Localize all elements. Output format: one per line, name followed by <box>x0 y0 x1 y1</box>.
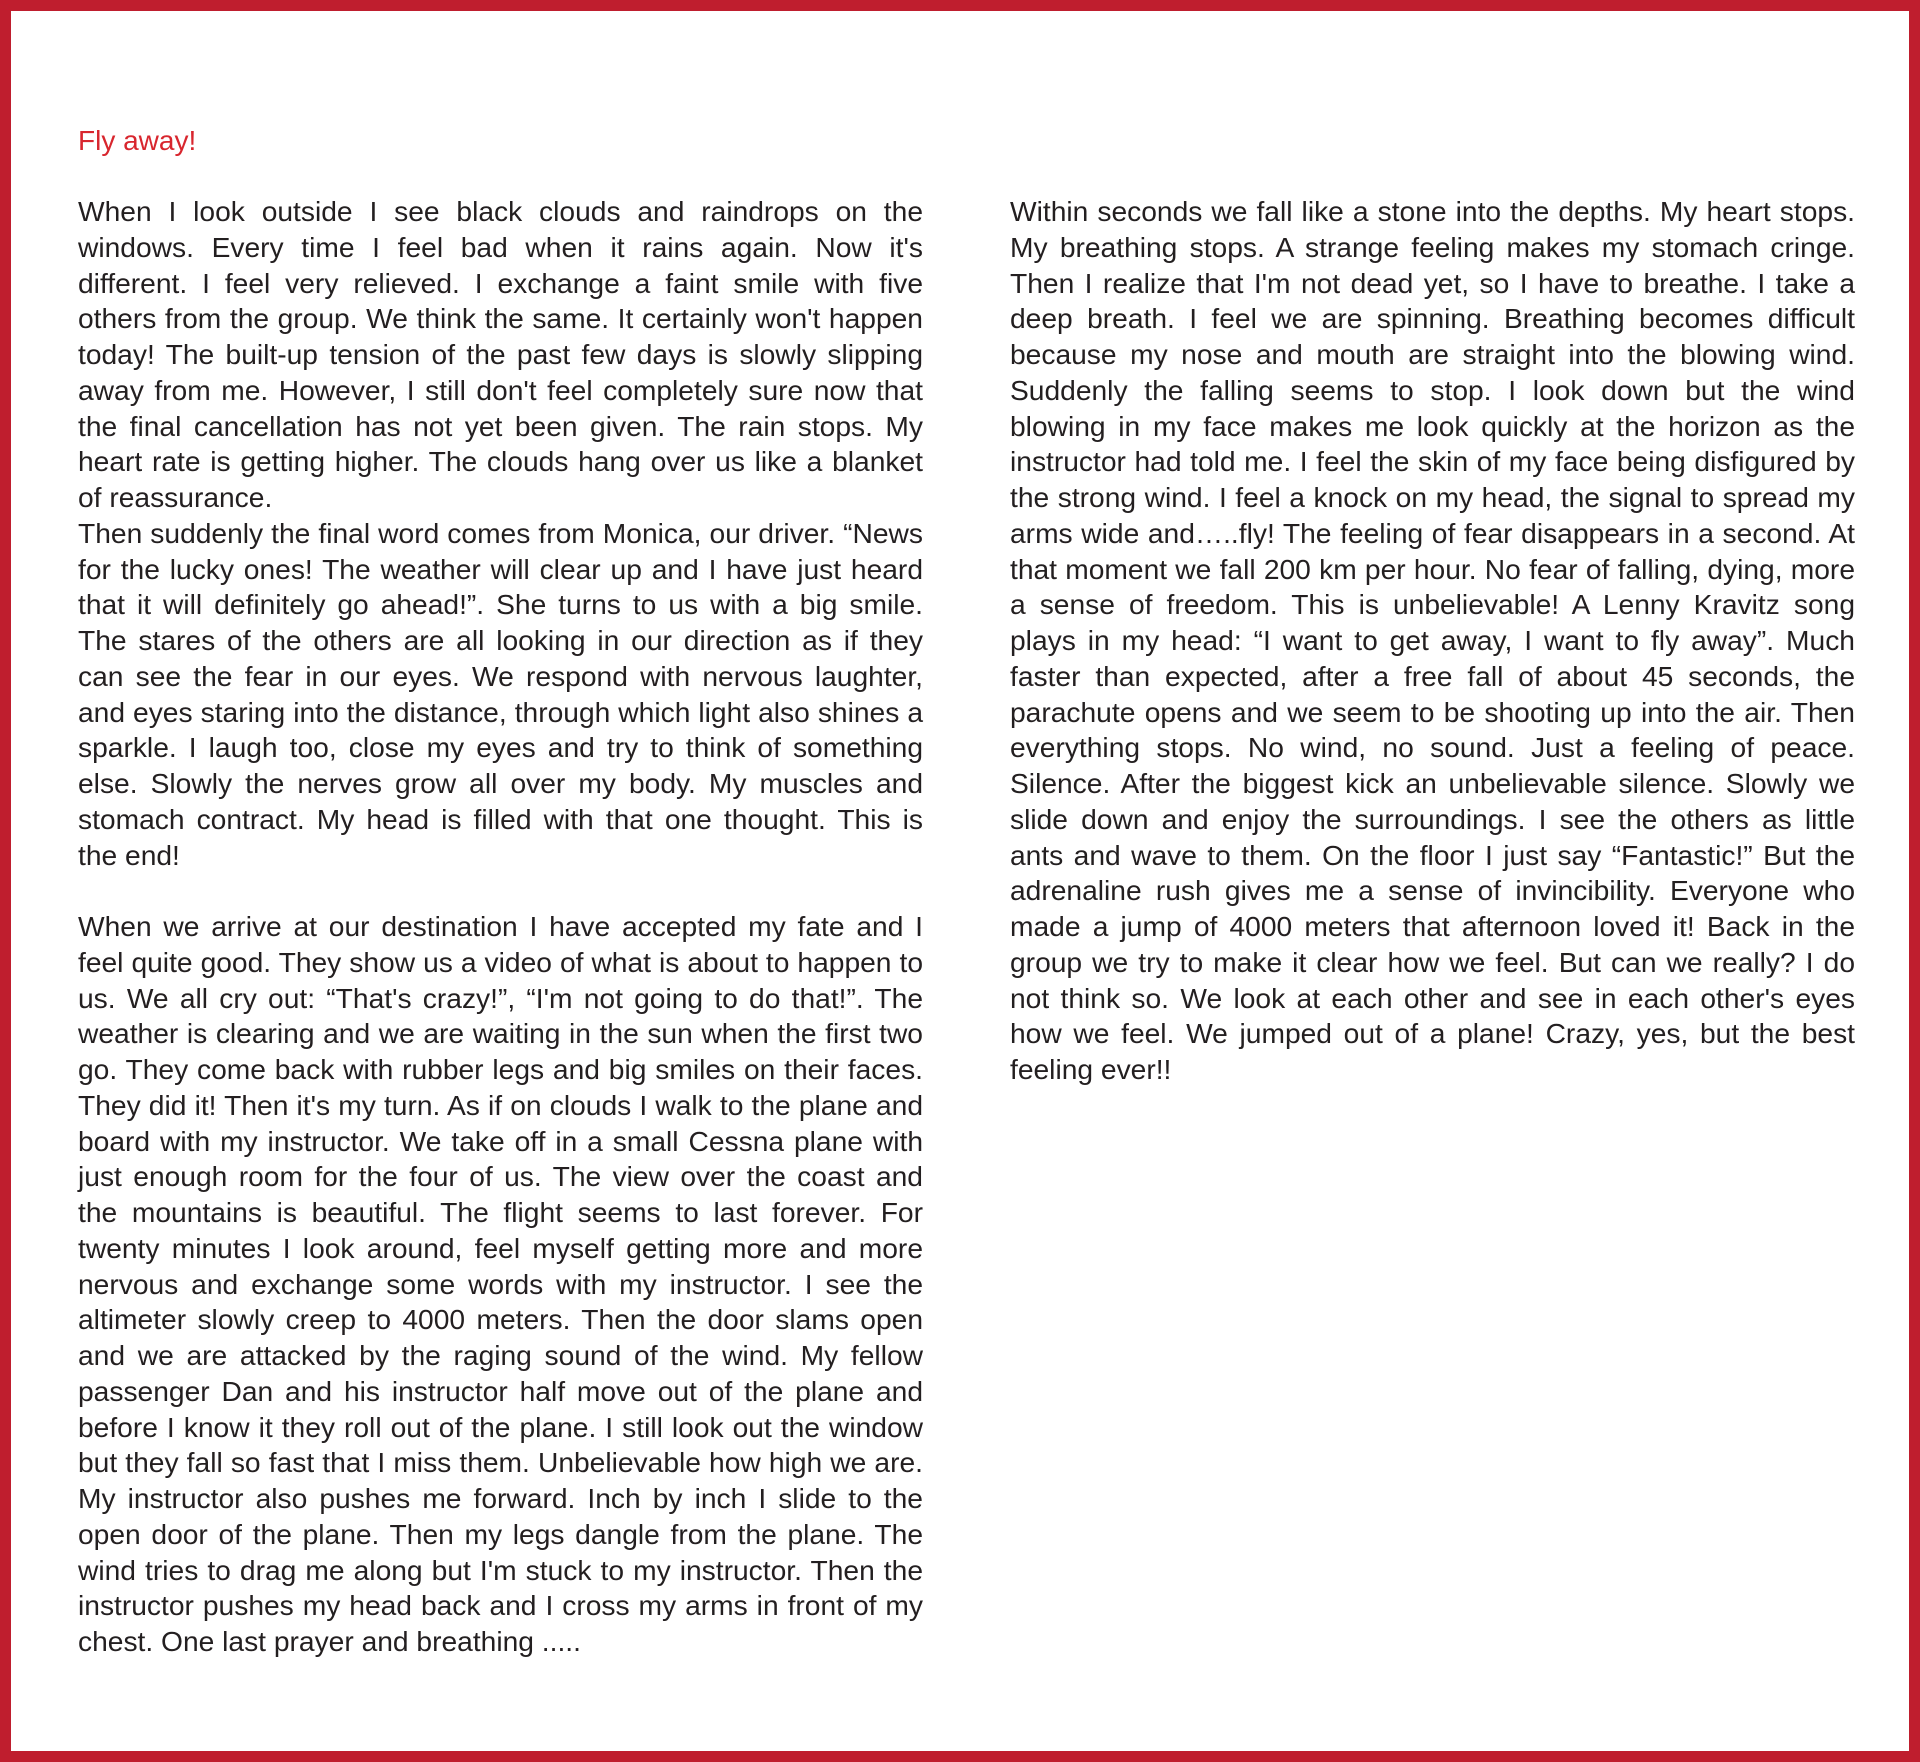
paragraph-destination: When we arrive at our destination I have accepted my fate and I feel quite good. They show us a video of what is about to happen to us. We all cry out: “That's crazy!”, “I'm not going to do that!”. The weather is clearing and we are waiting in the sun when the first two go. They come back with rubber legs and big smiles on their faces. They did it! Then it's my turn. As if on clouds I walk to the plane and board with my instructor. We take off in a small Cessna plane with just enough room for the four of us. The view over the coast and the mountains is beautiful. The flight seems to last forever. For twenty minutes I look around, feel myself getting more and more nervous and exchange some words with my instructor. I see the altimeter slowly creep to 4000 meters. Then the door slams open and we are attacked by the raging sound of the wind. My fellow passenger Dan and his instructor half move out of the plane and before I know it they roll out of the plane. I still look out the window but they fall so fast that I miss them. Unbelievable how high we are. My instructor also pushes me forward. Inch by inch I slide to the open door of the plane. Then my legs dangle from the plane. The wind tries to drag me along but I'm stuck to my instructor. Then the instructor pushes my head back and I cross my arms in front of my chest. One last prayer and breathing ..... <box>78 910 923 1657</box>
article-title: Fly away! <box>78 125 197 156</box>
paragraph-rain-waiting: When I look outside I see black clouds and raindrops on the windows. Every time I feel bad when it rains again. Now it's different. I feel very relieved. I exchange a faint smile with five others from the group. We think the same. It certainly won't happen today! The built-up tension of the past few days is slowly slipping away from me. However, I still don't feel completely sure now that the final cancellation has not yet been given. The rain stops. My heart rate is getting higher. The clouds hang over us like a blanket of reassurance. <box>78 195 923 513</box>
right-column <box>1010 194 1855 1088</box>
left-column <box>78 194 923 1660</box>
paragraph-final-word: Then suddenly the final word comes from Monica, our driver. “News for the lucky ones! The weather will clear up and I have just heard that it will definitely go ahead!”. She turns to us with a big smile. The stares of the others are all looking in our direction as if they can see the fear in our eyes. We respond with nervous laughter, and eyes staring into the distance, through which light also shines a sparkle. I laugh too, close my eyes and try to think of something else. Slowly the nerves grow all over my body. My muscles and stomach contract. My head is filled with that one thought. This is the end! <box>78 516 923 871</box>
paragraph-free-fall: Within seconds we fall like a stone into the depths. My heart stops. My breathing stops. A strange feeling makes my stomach cringe. Then I realize that I'm not dead yet, so I have to breathe. I take a deep breath. I feel we are spinning. Breathing becomes difficult because my nose and mouth are straight into the blowing wind. Suddenly the falling seems to stop. I look down but the wind blowing in my face makes me look quickly at the horizon as the instructor had told me. I feel the skin of my face being disfigured by the strong wind. I feel a knock on my head, the signal to spread my arms wide and…..fly! The feeling of fear disappears in a second. At that moment we fall 200 km per hour. No fear of falling, dying, more a sense of freedom. This is unbelievable! A Lenny Kravitz song plays in my head: “I want to get away, I want to fly away”. Much faster than expected, after a free fall of about 45 seconds, the parachute opens and we seem to be shooting up into the air. Then everything stops. No wind, no sound. Just a feeling of peace. Silence. After the biggest kick an unbelievable silence. Slowly we slide down and enjoy the surroundings. I see the others as little ants and wave to them. On the floor I just say “Fantastic!” But the adrenaline rush gives me a sense of invincibility. Everyone who made a jump of 4000 meters that afternoon loved it! Back in the group we try to make it clear how we feel. But can we really? I do not think so. We look at each other and see in each other's eyes how we feel. We jumped out of a plane! Crazy, yes, but the best feeling ever!! <box>1010 195 1855 1085</box>
